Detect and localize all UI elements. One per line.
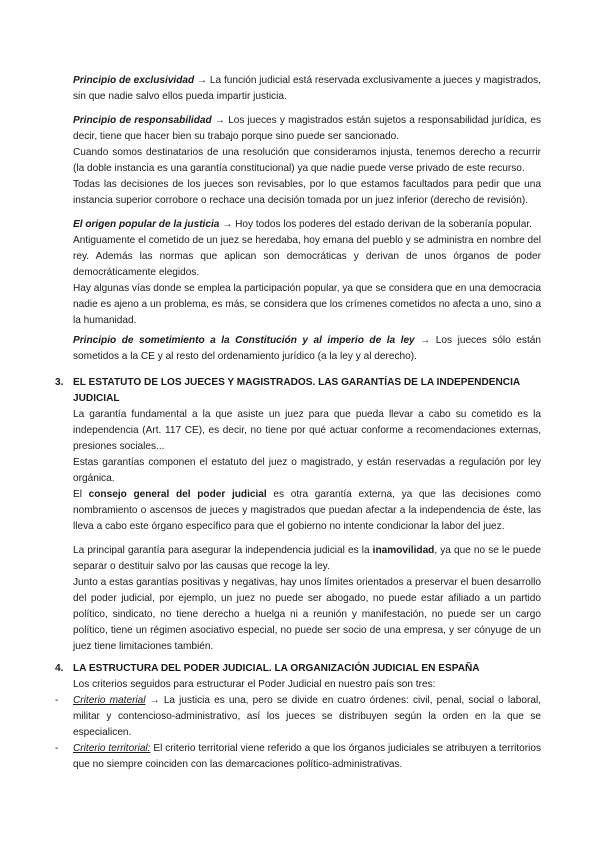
section-4-intro: Los criterios seguidos para estructurar el Poder Judicial en nuestro país son tres: xyxy=(73,679,436,690)
section-3-heading xyxy=(55,375,545,407)
section-4-title: LA ESTRUCTURA DEL PODER JUDICIAL. LA ORGANIZACIÓN JUDICIAL EN ESPAÑA xyxy=(73,663,480,674)
term-exclusividad: Principio de exclusividad xyxy=(73,75,195,86)
section-4-heading xyxy=(55,661,545,677)
term-criterio-material: Criterio material xyxy=(73,695,146,706)
criterio-material-item: Criterio material → La justicia es una, pero se divide en cuatro órdenes: civil, penal, social o laboral, militar y contencioso-administrativo, así los jueces se distribuyen según la orden en la que se especialicen. xyxy=(73,695,541,738)
section-3-paragraph-1: La garantía fundamental a la que asiste un juez para que pueda llevar a cabo su cometido es la independencia (Art. 117 CE), es decir, no tiene por qué actuar conforme a recomendaciones externas, presiones sociales... xyxy=(73,409,541,452)
section-3-paragraph-3: El consejo general del poder judicial es otra garantía externa, ya que las decisiones como nombramiento o ascensos de jueces y magistrados que puedan afectar a la independencia de éste, las lleva a cabo este órgano específico para que el gobierno no intente condicionar la labor del juez. xyxy=(73,489,542,532)
term-inamovilidad: inamovilidad xyxy=(372,545,435,556)
responsabilidad-paragraph-3: Todas las decisiones de los jueces son revisables, por lo que estamos facultados para pedir que una instancia superior corrobore o rechace una decisión tomada por un juez inferior (derecho de revisión). xyxy=(73,179,541,206)
term-origen: El origen popular de la justicia xyxy=(73,219,220,230)
term-consejo-general: consejo general del poder judicial xyxy=(88,489,267,500)
origen-paragraph-3: Hay algunas vías donde se emplea la participación popular, ya que se considera que en una democracia nadie es ajeno a un problema, es más, se considera que los crímenes cometidos no afecta a uno, sino a la humanidad. xyxy=(73,283,541,326)
section-3-paragraph-4: La principal garantía para asegurar la independencia judicial es la inamovilidad, ya que no se le puede separar o destituir salvo por las causas que recoge la ley. xyxy=(73,545,541,572)
principle-responsabilidad: Principio de responsabilidad → Los jueces y magistrados están sujetos a responsabilidad jurídica, es decir, tiene que hacer bien su trabajo porque sino puede ser sancionado. xyxy=(73,115,541,142)
bullet-dash: - xyxy=(55,743,59,754)
term-criterio-territorial: Criterio territorial: xyxy=(73,743,151,754)
criterio-territorial-item: Criterio territorial: El criterio territorial viene referido a que los órganos judiciales se atribuyen a territorios que no siempre coinciden con las demarcaciones político-administrativas. xyxy=(73,743,541,770)
bullet-dash: - xyxy=(55,695,59,706)
section-3-title: EL ESTATUTO DE LOS JUECES Y MAGISTRADOS. LAS GARANTÍAS DE LA INDEPENDENCIA JUDICIAL xyxy=(73,377,520,404)
section-3-paragraph-2: Estas garantías componen el estatuto del juez o magistrado, y están reservadas a regulación por ley orgánica. xyxy=(73,457,541,484)
principle-exclusividad: Principio de exclusividad → La función judicial está reservada exclusivamente a jueces y magistrados, sin que nadie salvo ellos pueda impartir justicia. xyxy=(73,75,541,102)
section-3-paragraph-5: Junto a estas garantías positivas y negativas, hay unos límites orientados a preservar el buen desarrollo del poder judicial, por ejemplo, un juez no puede ser abogado, no puede estar afiliado a un partido político, sindicato, no tiene derecho a huelga ni a reunión y manifestación, no puede ser un cargo político, tiene un régimen asociativo especial, no puede ser socio de una empresa, y ser cónyuge de un juez tiene limitaciones también. xyxy=(73,577,541,652)
principle-sometimiento: Principio de sometimiento a la Constitución y al imperio de la ley → Los jueces sólo están sometidos a la CE y al resto del ordenamiento jurídico (a la ley y al derecho). xyxy=(73,335,541,362)
term-sometimiento: Principio de sometimiento a la Constitución y al imperio de la ley xyxy=(73,335,415,346)
principle-origen: El origen popular de la justicia → Hoy todos los poderes del estado derivan de la soberanía popular. xyxy=(73,219,532,230)
term-responsabilidad: Principio de responsabilidad xyxy=(73,115,212,126)
section-3-number: 3. xyxy=(55,377,64,388)
origen-paragraph-2: Antiguamente el cometido de un juez se heredaba, hoy emana del pueblo y se administra en nombre del rey. Además las normas que aplican son democráticas y derivan de unos órganos de poder democráticamente elegidos. xyxy=(73,235,541,278)
section-4-number: 4. xyxy=(55,663,64,674)
responsabilidad-paragraph-2: Cuando somos destinatarios de una resolución que consideramos injusta, tenemos derecho a recurrir (la doble instancia es una garantía constitucional) ya que nadie puede verse privado de este recurso. xyxy=(73,147,541,174)
